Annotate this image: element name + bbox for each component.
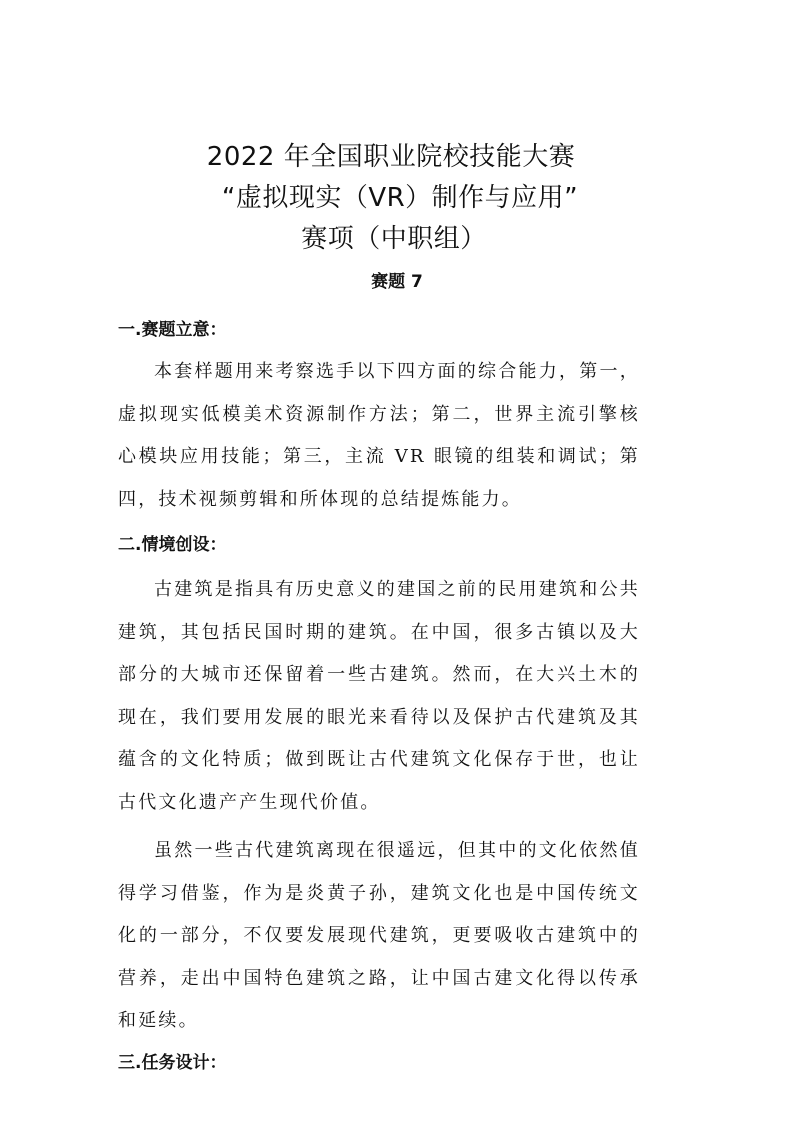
section-heading-purpose: 一.赛题立意： — [118, 320, 227, 340]
section-paragraph: 古建筑是指具有历史意义的建国之前的民用建筑和公共建筑，其包括民国时期的建筑。在中国，很多古镇以及大部分的大城市还保留着一些古建筑。然而，在大兴土木的现在，我们要用发展的眼光来看待以及保护古代建筑及其蕴含的文化特质；做到既让古代建筑文化保存于世，也让古代文化遗产产生现代价值。 — [118, 579, 640, 813]
title-line-2: “虚拟现实（VR）制作与应用” — [221, 183, 579, 213]
section-heading-scenario: 二.情境创设： — [118, 535, 227, 555]
section-paragraph: 本套样题用来考察选手以下四方面的综合能力，第一，虚拟现实低模美术资源制作方法；第二，世界主流引擎核心模块应用技能；第三，主流 VR 眼镜的组装和调试；第四，技术视频剪辑和所体现的总结提炼能力。 — [118, 361, 640, 510]
section-paragraph: 虽然一些古代建筑离现在很遥远，但其中的文化依然值得学习借鉴，作为是炎黄子孙，建筑文化也是中国传统文化的一部分，不仅要发展现代建筑，更要吸收古建筑中的营养，走出中国特色建筑之路，让中国古建文化得以传承和延续。 — [118, 840, 640, 1031]
document-title — [0, 137, 794, 260]
title-line-1: 2022 年全国职业院校技能大赛 — [206, 142, 576, 172]
title-line-3: 赛项（中职组） — [301, 224, 487, 254]
section-heading-task-design: 三.任务设计： — [118, 1052, 227, 1073]
exam-subtitle: 赛题 7 — [371, 272, 423, 292]
document-body — [118, 312, 640, 1081]
